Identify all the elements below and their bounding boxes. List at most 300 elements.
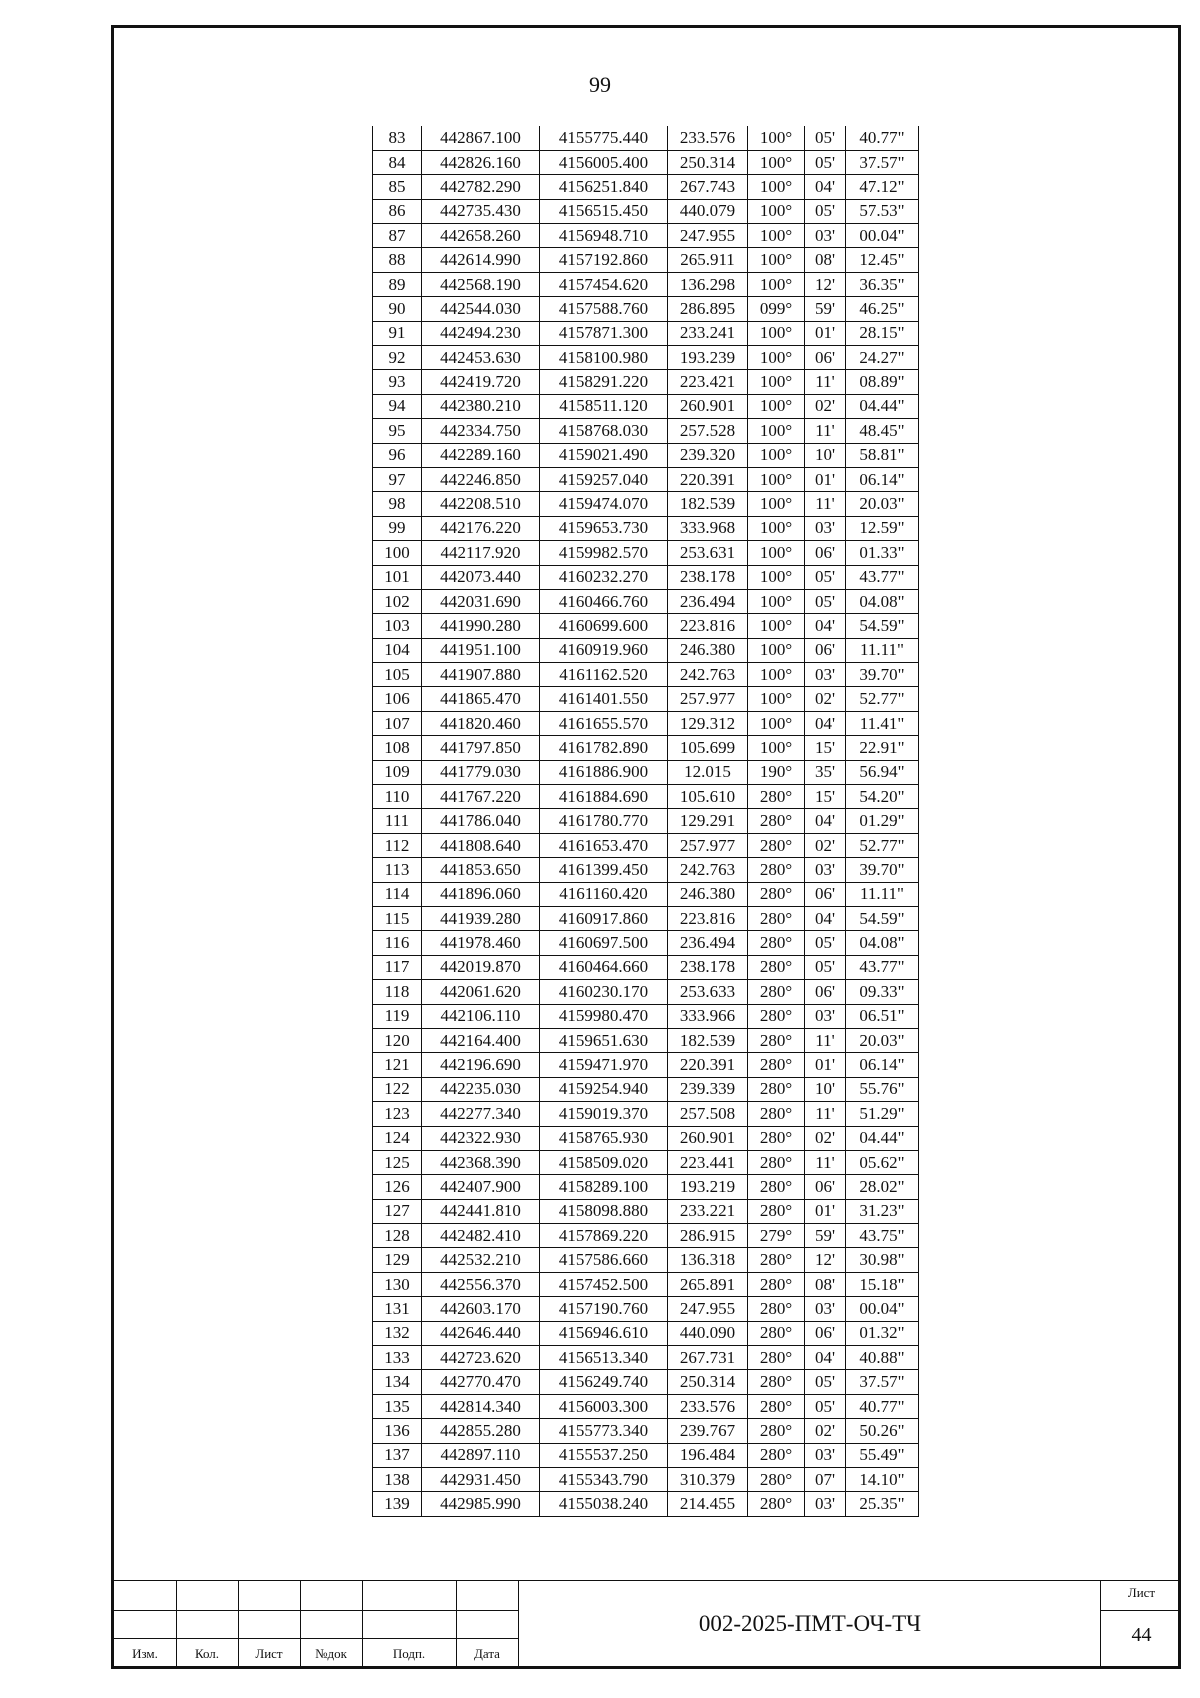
table-cell: 4161401.550 — [540, 687, 668, 711]
table-cell: 442985.990 — [422, 1492, 540, 1516]
table-cell: 85 — [373, 175, 422, 199]
table-cell: 84 — [373, 150, 422, 174]
table-row — [373, 1272, 919, 1296]
table-cell: 441990.280 — [422, 614, 540, 638]
table-cell: 09.33" — [846, 980, 919, 1004]
table-cell: 11' — [805, 1028, 846, 1052]
stamp-row-line-2 — [114, 1638, 518, 1639]
stamp-row-line-1 — [114, 1610, 518, 1611]
table-cell: 280° — [748, 1077, 805, 1101]
table-cell: 4161886.900 — [540, 760, 668, 784]
table-cell: 04' — [805, 175, 846, 199]
stamp-label-kol: Кол. — [194, 1646, 220, 1661]
table-cell: 4160697.500 — [540, 931, 668, 955]
table-cell: 94 — [373, 394, 422, 418]
table-cell: 4158765.930 — [540, 1126, 668, 1150]
table-cell: 06' — [805, 541, 846, 565]
table-cell: 103 — [373, 614, 422, 638]
table-row — [373, 882, 919, 906]
table-cell: 114 — [373, 882, 422, 906]
table-cell: 59' — [805, 1224, 846, 1248]
table-cell: 40.77" — [846, 1394, 919, 1418]
table-cell: 02' — [805, 1419, 846, 1443]
table-cell: 442073.440 — [422, 565, 540, 589]
table-row — [373, 760, 919, 784]
table-cell: 08' — [805, 248, 846, 272]
table-cell: 106 — [373, 687, 422, 711]
table-cell: 06' — [805, 980, 846, 1004]
table-row — [373, 1028, 919, 1052]
table-cell: 267.743 — [668, 175, 748, 199]
stamp-label-data: Дата — [474, 1646, 500, 1661]
table-cell: 127 — [373, 1199, 422, 1223]
table-cell: 15' — [805, 736, 846, 760]
table-row — [373, 663, 919, 687]
table-row — [373, 955, 919, 979]
table-cell: 267.731 — [668, 1346, 748, 1370]
table-cell: 4158100.980 — [540, 346, 668, 370]
table-cell: 04.44" — [846, 394, 919, 418]
table-cell: 59' — [805, 297, 846, 321]
table-cell: 03' — [805, 1443, 846, 1467]
table-row — [373, 1321, 919, 1345]
table-cell: 265.911 — [668, 248, 748, 272]
table-cell: 04' — [805, 711, 846, 735]
table-cell: 442867.100 — [422, 126, 540, 150]
table-cell: 05' — [805, 589, 846, 613]
table-cell: 233.576 — [668, 1394, 748, 1418]
table-cell: 4156251.840 — [540, 175, 668, 199]
table-cell: 4161162.520 — [540, 663, 668, 687]
table-cell: 280° — [748, 785, 805, 809]
table-cell: 4156003.300 — [540, 1394, 668, 1418]
table-cell: 4156249.740 — [540, 1370, 668, 1394]
table-cell: 37.57" — [846, 150, 919, 174]
table-cell: 11' — [805, 370, 846, 394]
table-cell: 4157586.660 — [540, 1248, 668, 1272]
table-cell: 01' — [805, 1199, 846, 1223]
table-cell: 06' — [805, 1321, 846, 1345]
table-cell: 257.528 — [668, 419, 748, 443]
table-row — [373, 467, 919, 491]
table-cell: 442441.810 — [422, 1199, 540, 1223]
table-cell: 280° — [748, 809, 805, 833]
table-cell: 97 — [373, 467, 422, 491]
table-cell: 12' — [805, 1248, 846, 1272]
table-cell: 4157192.860 — [540, 248, 668, 272]
table-cell: 116 — [373, 931, 422, 955]
table-cell: 441951.100 — [422, 638, 540, 662]
table-row — [373, 175, 919, 199]
table-cell: 100° — [748, 199, 805, 223]
table-cell: 442117.920 — [422, 541, 540, 565]
table-row — [373, 1077, 919, 1101]
table-row — [373, 1370, 919, 1394]
table-cell: 52.77" — [846, 833, 919, 857]
table-cell: 100° — [748, 736, 805, 760]
table-cell: 100° — [748, 614, 805, 638]
table-cell: 4160917.860 — [540, 907, 668, 931]
table-row — [373, 346, 919, 370]
table-cell: 4159021.490 — [540, 443, 668, 467]
table-cell: 03' — [805, 1492, 846, 1516]
table-cell: 08.89" — [846, 370, 919, 394]
table-cell: 280° — [748, 1443, 805, 1467]
table-cell: 100° — [748, 175, 805, 199]
table-cell: 441808.640 — [422, 833, 540, 857]
table-cell: 4157869.220 — [540, 1224, 668, 1248]
table-cell: 4161653.470 — [540, 833, 668, 857]
table-cell: 4160230.170 — [540, 980, 668, 1004]
table-cell: 90 — [373, 297, 422, 321]
table-cell: 83 — [373, 126, 422, 150]
table-cell: 03' — [805, 1004, 846, 1028]
table-cell: 4159651.630 — [540, 1028, 668, 1052]
table-cell: 12.015 — [668, 760, 748, 784]
table-cell: 242.763 — [668, 858, 748, 882]
table-cell: 4160232.270 — [540, 565, 668, 589]
table-cell: 280° — [748, 955, 805, 979]
stamp-label-izm: Изм. — [132, 1646, 158, 1661]
table-cell: 105.699 — [668, 736, 748, 760]
table-cell: 233.241 — [668, 321, 748, 345]
table-cell: 4159019.370 — [540, 1102, 668, 1126]
table-cell: 134 — [373, 1370, 422, 1394]
table-cell: 100° — [748, 321, 805, 345]
table-cell: 280° — [748, 1053, 805, 1077]
table-cell: 05' — [805, 1394, 846, 1418]
table-cell: 4157588.760 — [540, 297, 668, 321]
table-cell: 441820.460 — [422, 711, 540, 735]
table-cell: 441939.280 — [422, 907, 540, 931]
table-cell: 100° — [748, 248, 805, 272]
table-cell: 125 — [373, 1150, 422, 1174]
table-cell: 280° — [748, 980, 805, 1004]
table-cell: 442453.630 — [422, 346, 540, 370]
table-cell: 89 — [373, 272, 422, 296]
stamp-label-podp: Подп. — [392, 1646, 426, 1661]
table-cell: 257.508 — [668, 1102, 748, 1126]
table-cell: 01' — [805, 1053, 846, 1077]
table-cell: 15.18" — [846, 1272, 919, 1296]
table-cell: 54.59" — [846, 614, 919, 638]
table-cell: 220.391 — [668, 467, 748, 491]
table-cell: 4159257.040 — [540, 467, 668, 491]
table-cell: 04' — [805, 809, 846, 833]
table-cell: 11' — [805, 419, 846, 443]
table-row — [373, 1004, 919, 1028]
table-cell: 099° — [748, 297, 805, 321]
table-cell: 133 — [373, 1346, 422, 1370]
table-cell: 31.23" — [846, 1199, 919, 1223]
table-cell: 40.77" — [846, 126, 919, 150]
table-cell: 93 — [373, 370, 422, 394]
table-cell: 120 — [373, 1028, 422, 1052]
table-cell: 442614.990 — [422, 248, 540, 272]
table-cell: 04' — [805, 614, 846, 638]
table-cell: 286.915 — [668, 1224, 748, 1248]
table-cell: 100° — [748, 443, 805, 467]
stamp-col-line-7 — [1100, 1580, 1101, 1666]
table-cell: 15' — [805, 785, 846, 809]
table-cell: 50.26" — [846, 1419, 919, 1443]
table-cell: 05' — [805, 199, 846, 223]
table-cell: 4159471.970 — [540, 1053, 668, 1077]
table-cell: 4157871.300 — [540, 321, 668, 345]
table-cell: 00.04" — [846, 224, 919, 248]
table-cell: 442061.620 — [422, 980, 540, 1004]
table-cell: 131 — [373, 1297, 422, 1321]
table-cell: 25.35" — [846, 1492, 919, 1516]
table-cell: 117 — [373, 955, 422, 979]
table-cell: 4158289.100 — [540, 1175, 668, 1199]
table-cell: 280° — [748, 1492, 805, 1516]
table-cell: 441865.470 — [422, 687, 540, 711]
table-cell: 442723.620 — [422, 1346, 540, 1370]
table-row — [373, 516, 919, 540]
table-cell: 96 — [373, 443, 422, 467]
table-cell: 440.090 — [668, 1321, 748, 1345]
table-cell: 223.816 — [668, 907, 748, 931]
table-cell: 4159254.940 — [540, 1077, 668, 1101]
table-row — [373, 1175, 919, 1199]
table-cell: 4155038.240 — [540, 1492, 668, 1516]
table-cell: 100° — [748, 589, 805, 613]
table-row — [373, 321, 919, 345]
table-cell: 250.314 — [668, 150, 748, 174]
table-cell: 91 — [373, 321, 422, 345]
table-cell: 442277.340 — [422, 1102, 540, 1126]
table-cell: 4159982.570 — [540, 541, 668, 565]
table-cell: 280° — [748, 1467, 805, 1491]
table-cell: 4158511.120 — [540, 394, 668, 418]
table-row — [373, 126, 919, 150]
table-cell: 236.494 — [668, 931, 748, 955]
table-cell: 03' — [805, 224, 846, 248]
table-cell: 113 — [373, 858, 422, 882]
table-cell: 442855.280 — [422, 1419, 540, 1443]
table-cell: 07' — [805, 1467, 846, 1491]
table-cell: 196.484 — [668, 1443, 748, 1467]
table-cell: 109 — [373, 760, 422, 784]
table-cell: 54.59" — [846, 907, 919, 931]
table-cell: 02' — [805, 687, 846, 711]
table-cell: 11.11" — [846, 882, 919, 906]
table-cell: 124 — [373, 1126, 422, 1150]
table-cell: 04.44" — [846, 1126, 919, 1150]
table-cell: 11' — [805, 1102, 846, 1126]
table-cell: 441853.650 — [422, 858, 540, 882]
table-cell: 280° — [748, 858, 805, 882]
table-cell: 06' — [805, 1175, 846, 1199]
table-cell: 129 — [373, 1248, 422, 1272]
table-cell: 03' — [805, 516, 846, 540]
table-cell: 441978.460 — [422, 931, 540, 955]
table-row — [373, 248, 919, 272]
table-row — [373, 370, 919, 394]
stamp-label-ndok: №док — [315, 1646, 347, 1661]
table-cell: 4161780.770 — [540, 809, 668, 833]
table-cell: 139 — [373, 1492, 422, 1516]
table-cell: 126 — [373, 1175, 422, 1199]
table-cell: 442322.930 — [422, 1126, 540, 1150]
table-cell: 101 — [373, 565, 422, 589]
table-cell: 24.27" — [846, 346, 919, 370]
table-cell: 39.70" — [846, 858, 919, 882]
table-cell: 02' — [805, 394, 846, 418]
table-cell: 4155775.440 — [540, 126, 668, 150]
table-row — [373, 1492, 919, 1516]
table-cell: 441779.030 — [422, 760, 540, 784]
table-row — [373, 736, 919, 760]
table-cell: 100° — [748, 492, 805, 516]
table-cell: 102 — [373, 589, 422, 613]
table-cell: 442814.340 — [422, 1394, 540, 1418]
table-row — [373, 394, 919, 418]
table-cell: 100° — [748, 370, 805, 394]
table-row — [373, 1297, 919, 1321]
table-cell: 441896.060 — [422, 882, 540, 906]
table-cell: 28.02" — [846, 1175, 919, 1199]
table-row — [373, 1150, 919, 1174]
table-cell: 10' — [805, 1077, 846, 1101]
table-cell: 310.379 — [668, 1467, 748, 1491]
table-cell: 280° — [748, 833, 805, 857]
table-cell: 442770.470 — [422, 1370, 540, 1394]
document-code: 002-2025-ПМТ-ОЧ-ТЧ — [698, 1611, 922, 1636]
table-cell: 100° — [748, 541, 805, 565]
table-cell: 06.14" — [846, 1053, 919, 1077]
table-cell: 122 — [373, 1077, 422, 1101]
table-cell: 4158291.220 — [540, 370, 668, 394]
table-cell: 260.901 — [668, 1126, 748, 1150]
stamp-top-line — [114, 1580, 1178, 1581]
table-cell: 100° — [748, 126, 805, 150]
table-cell: 05' — [805, 1370, 846, 1394]
table-cell: 4160919.960 — [540, 638, 668, 662]
table-cell: 136 — [373, 1419, 422, 1443]
table-cell: 104 — [373, 638, 422, 662]
table-cell: 442568.190 — [422, 272, 540, 296]
table-cell: 280° — [748, 1248, 805, 1272]
table-cell: 280° — [748, 1272, 805, 1296]
table-cell: 128 — [373, 1224, 422, 1248]
table-cell: 4156946.610 — [540, 1321, 668, 1345]
table-cell: 442019.870 — [422, 955, 540, 979]
table-cell: 4158768.030 — [540, 419, 668, 443]
table-cell: 118 — [373, 980, 422, 1004]
table-cell: 00.04" — [846, 1297, 919, 1321]
table-cell: 441797.850 — [422, 736, 540, 760]
table-cell: 04' — [805, 907, 846, 931]
table-cell: 01' — [805, 321, 846, 345]
table-cell: 253.633 — [668, 980, 748, 1004]
table-cell: 280° — [748, 931, 805, 955]
table-cell: 06' — [805, 346, 846, 370]
table-cell: 239.320 — [668, 443, 748, 467]
table-cell: 4155773.340 — [540, 1419, 668, 1443]
table-cell: 442494.230 — [422, 321, 540, 345]
table-cell: 99 — [373, 516, 422, 540]
table-cell: 4158098.880 — [540, 1199, 668, 1223]
table-cell: 4156005.400 — [540, 150, 668, 174]
table-row — [373, 687, 919, 711]
table-cell: 190° — [748, 760, 805, 784]
table-cell: 442380.210 — [422, 394, 540, 418]
table-cell: 193.239 — [668, 346, 748, 370]
table-cell: 442735.430 — [422, 199, 540, 223]
table-cell: 12.45" — [846, 248, 919, 272]
table-cell: 107 — [373, 711, 422, 735]
table-cell: 05' — [805, 565, 846, 589]
table-cell: 247.955 — [668, 1297, 748, 1321]
table-cell: 236.494 — [668, 589, 748, 613]
table-cell: 280° — [748, 1126, 805, 1150]
table-cell: 4156948.710 — [540, 224, 668, 248]
table-row — [373, 1394, 919, 1418]
table-cell: 442646.440 — [422, 1321, 540, 1345]
table-cell: 4161884.690 — [540, 785, 668, 809]
table-cell: 442556.370 — [422, 1272, 540, 1296]
table-cell: 182.539 — [668, 1028, 748, 1052]
table-cell: 55.49" — [846, 1443, 919, 1467]
table-cell: 280° — [748, 1419, 805, 1443]
table-cell: 100° — [748, 272, 805, 296]
table-cell: 05' — [805, 150, 846, 174]
table-row — [373, 1248, 919, 1272]
table-cell: 03' — [805, 858, 846, 882]
table-cell: 08' — [805, 1272, 846, 1296]
table-cell: 4157454.620 — [540, 272, 668, 296]
table-row — [373, 419, 919, 443]
table-cell: 333.966 — [668, 1004, 748, 1028]
table-cell: 442407.900 — [422, 1175, 540, 1199]
table-cell: 193.219 — [668, 1175, 748, 1199]
table-cell: 03' — [805, 663, 846, 687]
table-cell: 280° — [748, 1004, 805, 1028]
table-row — [373, 809, 919, 833]
table-cell: 441767.220 — [422, 785, 540, 809]
table-cell: 440.079 — [668, 199, 748, 223]
table-cell: 06' — [805, 638, 846, 662]
table-cell: 100° — [748, 150, 805, 174]
table-cell: 06.14" — [846, 467, 919, 491]
table-cell: 4157190.760 — [540, 1297, 668, 1321]
table-cell: 442235.030 — [422, 1077, 540, 1101]
table-row — [373, 785, 919, 809]
table-cell: 242.763 — [668, 663, 748, 687]
table-cell: 280° — [748, 1370, 805, 1394]
table-cell: 12' — [805, 272, 846, 296]
table-cell: 233.221 — [668, 1199, 748, 1223]
table-cell: 4161655.570 — [540, 711, 668, 735]
table-cell: 03' — [805, 1297, 846, 1321]
table-cell: 280° — [748, 1394, 805, 1418]
table-cell: 280° — [748, 1102, 805, 1126]
table-row — [373, 565, 919, 589]
table-cell: 06' — [805, 882, 846, 906]
table-cell: 280° — [748, 907, 805, 931]
table-row — [373, 931, 919, 955]
table-cell: 238.178 — [668, 565, 748, 589]
table-cell: 4156513.340 — [540, 1346, 668, 1370]
table-cell: 442289.160 — [422, 443, 540, 467]
table-cell: 442532.210 — [422, 1248, 540, 1272]
table-row — [373, 150, 919, 174]
table-row — [373, 1419, 919, 1443]
table-cell: 442482.410 — [422, 1224, 540, 1248]
table-cell: 442658.260 — [422, 224, 540, 248]
